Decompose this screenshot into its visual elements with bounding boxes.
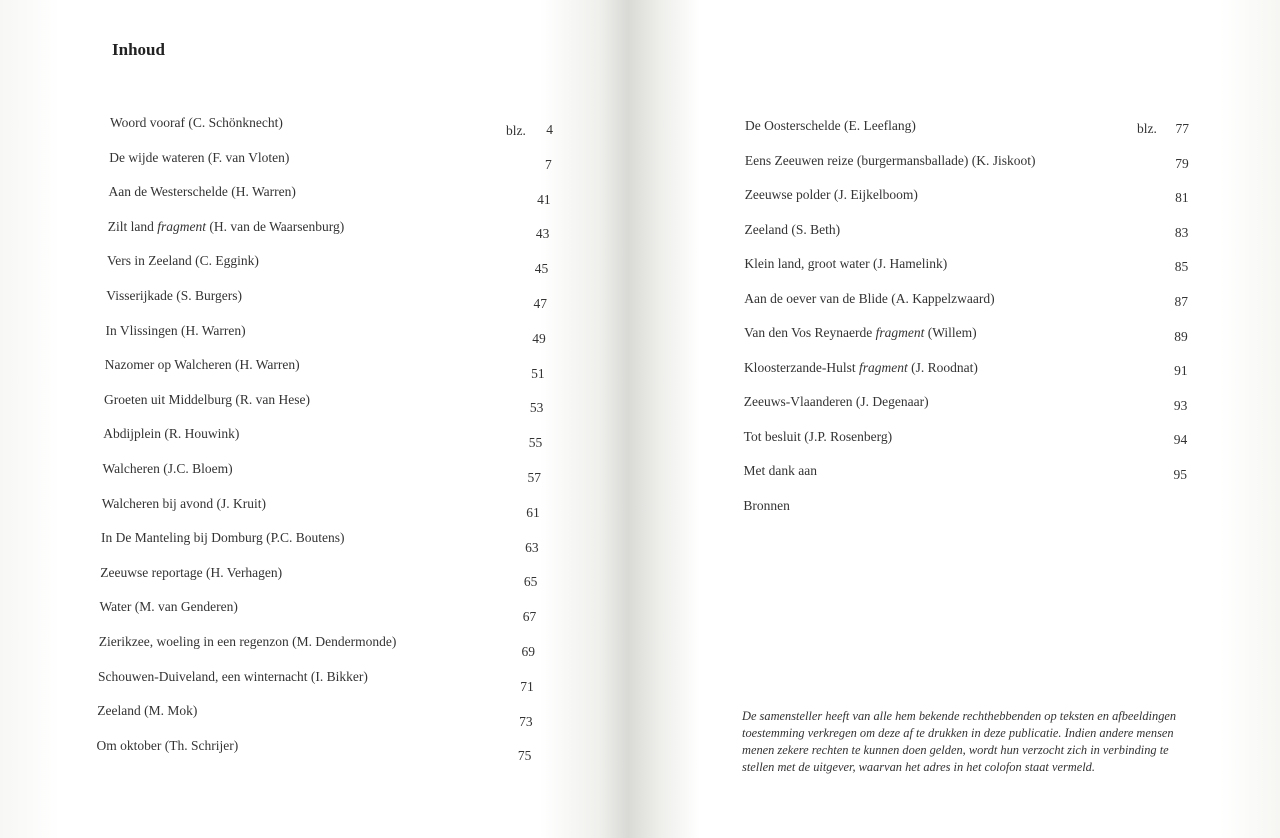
toc-page-number: 81 xyxy=(1175,190,1189,206)
toc-page-number: 65 xyxy=(523,574,538,590)
toc-page-number: 41 xyxy=(537,191,551,207)
toc-entry xyxy=(105,357,300,373)
toc-entry-title xyxy=(103,461,233,477)
toc-entry-text: Schouwen-Duiveland, een winternacht (I. Bikker) xyxy=(98,668,368,684)
toc-entry xyxy=(744,394,929,410)
toc-entry xyxy=(745,118,916,134)
toc-entry xyxy=(100,599,238,615)
toc-entry-title xyxy=(744,429,892,445)
toc-entry-title xyxy=(745,187,918,203)
toc-entry-text: Zeeuws-Vlaanderen (J. Degenaar) xyxy=(743,394,929,409)
toc-entry-title xyxy=(744,256,947,272)
toc-page-number: 45 xyxy=(534,261,549,277)
toc-entry-text: Zeeuwse reportage (H. Verhagen) xyxy=(100,564,283,580)
toc-entry xyxy=(103,461,233,477)
toc-entry xyxy=(745,153,1036,169)
toc-entry-text: Klein land, groot water (J. Hamelink) xyxy=(744,256,948,271)
toc-page-number: 43 xyxy=(535,226,550,242)
toc-entry xyxy=(106,288,242,304)
toc-page-number: 79 xyxy=(1175,155,1189,171)
toc-page-number: 77 xyxy=(1175,121,1189,136)
toc-page-number: 87 xyxy=(1174,294,1188,309)
toc-entry-title xyxy=(100,565,282,581)
toc-entry-text: Groeten uit Middelburg (R. van Hese) xyxy=(104,391,310,407)
toc-page-number: 91 xyxy=(1174,363,1188,379)
toc-entry xyxy=(102,496,266,512)
toc-entry-title xyxy=(744,291,994,307)
toc-page-number: 71 xyxy=(520,678,534,694)
toc-entry-text: Zeeland (S. Beth) xyxy=(744,221,841,237)
toc-entry xyxy=(99,634,397,650)
toc-page-number: 94 xyxy=(1173,432,1188,448)
toc-entry-title xyxy=(744,325,977,341)
toc-entry xyxy=(97,738,239,754)
toc-entry-title xyxy=(107,253,259,269)
toc-entry xyxy=(97,703,197,719)
toc-page-number: 49 xyxy=(532,330,546,346)
toc-entry xyxy=(106,323,246,339)
toc-entry-fragment-italic: fragment xyxy=(157,218,206,234)
toc-page-number: 47 xyxy=(533,296,547,311)
toc-page-number: 85 xyxy=(1174,259,1189,275)
toc-entry-text: Zeeuwse polder (J. Eijkelboom) xyxy=(744,187,918,202)
toc-entry xyxy=(745,222,841,238)
toc-entry xyxy=(744,429,892,445)
toc-entry-title xyxy=(97,703,197,719)
toc-entry-title xyxy=(98,669,368,685)
toc-entry-text: Nazomer op Walcheren (H. Warren) xyxy=(104,357,300,373)
toc-entry-text: Zeeland (M. Mok) xyxy=(97,703,198,719)
toc-page-number: 73 xyxy=(519,713,533,729)
toc-page-number: 93 xyxy=(1173,397,1188,413)
toc-entry xyxy=(103,426,239,442)
toc-entry-title xyxy=(103,426,239,442)
toc-page-number: 69 xyxy=(521,644,535,659)
copyright-note: De samensteller heeft van alle hem bekende rechthebbenden op teksten en afbeeldingen toestemming verkregen om deze af te drukken in deze publicatie. Indien andere mensen menen zekere rechten te kunnen doen gelden, wordt hun verzocht zich in verbinding te stellen met de uitgever, waarvan het adres in het colofon staat vermeld. xyxy=(742,709,1177,774)
toc-page-number: 53 xyxy=(529,400,544,416)
toc-entry-text: Woord vooraf (C. Schönknecht) xyxy=(110,115,283,130)
toc-entry-author: (H. van de Waarsenburg) xyxy=(206,218,345,234)
toc-entry xyxy=(104,392,310,408)
toc-entry-author: (Willem) xyxy=(924,325,977,340)
left-blz-label: blz. xyxy=(506,123,526,138)
toc-entry-text: In De Manteling bij Domburg (P.C. Boutens) xyxy=(101,530,345,546)
toc-entry-title xyxy=(745,153,1036,169)
toc-entry-text: De wijde wateren (F. van Vloten) xyxy=(109,149,290,165)
toc-entry-title xyxy=(744,394,929,410)
toc-entry-fragment-italic: fragment xyxy=(875,325,925,340)
toc-entry-text: Om oktober (Th. Schrijer) xyxy=(96,737,239,753)
toc-entry-fragment-italic: fragment xyxy=(859,359,908,375)
toc-entry-text: Tot besluit (J.P. Rosenberg) xyxy=(743,428,893,444)
toc-entry-title xyxy=(744,360,978,376)
toc-entry-text: Vers in Zeeland (C. Eggink) xyxy=(107,253,259,269)
toc-entry-text: Bronnen xyxy=(743,497,790,513)
toc-entry-text: Walcheren bij avond (J. Kruit) xyxy=(101,495,266,511)
right-blz-label: blz. xyxy=(1137,121,1157,136)
toc-entry-title xyxy=(744,463,817,479)
toc-entry xyxy=(100,565,282,581)
toc-page-number: 83 xyxy=(1174,224,1189,240)
toc-entry xyxy=(744,360,978,376)
toc-entry xyxy=(98,669,368,685)
toc-page-number: 75 xyxy=(517,748,532,764)
toc-entry-title xyxy=(110,115,283,131)
toc-entry-title xyxy=(105,357,300,373)
toc-entry-title xyxy=(743,498,790,514)
toc-page-number: 51 xyxy=(531,365,545,381)
toc-entry-title xyxy=(101,530,345,546)
toc-entry xyxy=(743,498,790,514)
toc-entry-text: Walcheren (J.C. Bloem) xyxy=(102,461,233,476)
toc-page-number: 89 xyxy=(1174,328,1188,344)
toc-entry-title xyxy=(99,634,397,650)
toc-entry-title xyxy=(102,496,266,512)
toc-entry-text: Water (M. van Genderen) xyxy=(99,599,238,615)
toc-entry-text: Abdijplein (R. Houwink) xyxy=(103,426,240,442)
toc-entry-title xyxy=(104,392,310,408)
toc-entry xyxy=(109,184,296,200)
toc-entry-title xyxy=(100,599,238,615)
toc-entry-text: Aan de Westerschelde (H. Warren) xyxy=(108,184,296,200)
toc-page-number: 4 xyxy=(546,122,553,137)
toc-entry-text: Visserijkade (S. Burgers) xyxy=(106,288,243,303)
toc-entry-title xyxy=(106,288,242,304)
toc-entry-text: Zilt land xyxy=(107,218,158,234)
toc-page-number: 57 xyxy=(527,470,541,485)
toc-entry xyxy=(744,291,994,307)
toc-entry-text: Met dank aan xyxy=(743,463,817,478)
toc-entry xyxy=(744,256,947,272)
toc-page-number: 7 xyxy=(545,156,552,172)
toc-entry-title xyxy=(97,738,239,754)
toc-entry-text: Kloosterzande-Hulst xyxy=(743,359,860,375)
toc-page-number: 55 xyxy=(528,435,543,451)
toc-entry-text: De Oosterschelde (E. Leeflang) xyxy=(745,118,916,133)
toc-page-number: 95 xyxy=(1173,467,1187,482)
toc-entry-title xyxy=(106,323,246,339)
toc-entry xyxy=(744,463,817,479)
toc-entry xyxy=(745,187,918,203)
toc-page-number: 67 xyxy=(522,609,537,625)
toc-entry xyxy=(108,219,345,235)
toc-page-number: 63 xyxy=(525,539,539,555)
toc-entry xyxy=(109,150,289,166)
toc-entry-text: Eens Zeeuwen reize (burgermansballade) (K. Jiskoot) xyxy=(744,152,1036,168)
toc-entry-title xyxy=(109,184,296,200)
toc-entry-title xyxy=(745,222,841,238)
toc-entry xyxy=(110,115,283,131)
toc-entry-text: Van den Vos Reynaerde xyxy=(744,325,876,340)
toc-entry-author: (J. Roodnat) xyxy=(907,359,978,375)
toc-entry xyxy=(744,325,977,341)
toc-entry xyxy=(107,253,259,269)
toc-entry-title xyxy=(745,118,916,134)
toc-entry-title xyxy=(108,219,345,235)
toc-page-number: 61 xyxy=(526,504,540,520)
page-title: Inhoud xyxy=(112,40,165,59)
toc-entry-title xyxy=(109,150,289,166)
toc-entry xyxy=(101,530,345,546)
toc-entry-text: Zierikzee, woeling in een regenzon (M. Dendermonde) xyxy=(98,634,397,649)
toc-entry-text: Aan de oever van de Blide (A. Kappelzwaard) xyxy=(744,290,995,306)
toc-entry-text: In Vlissingen (H. Warren) xyxy=(105,322,246,338)
